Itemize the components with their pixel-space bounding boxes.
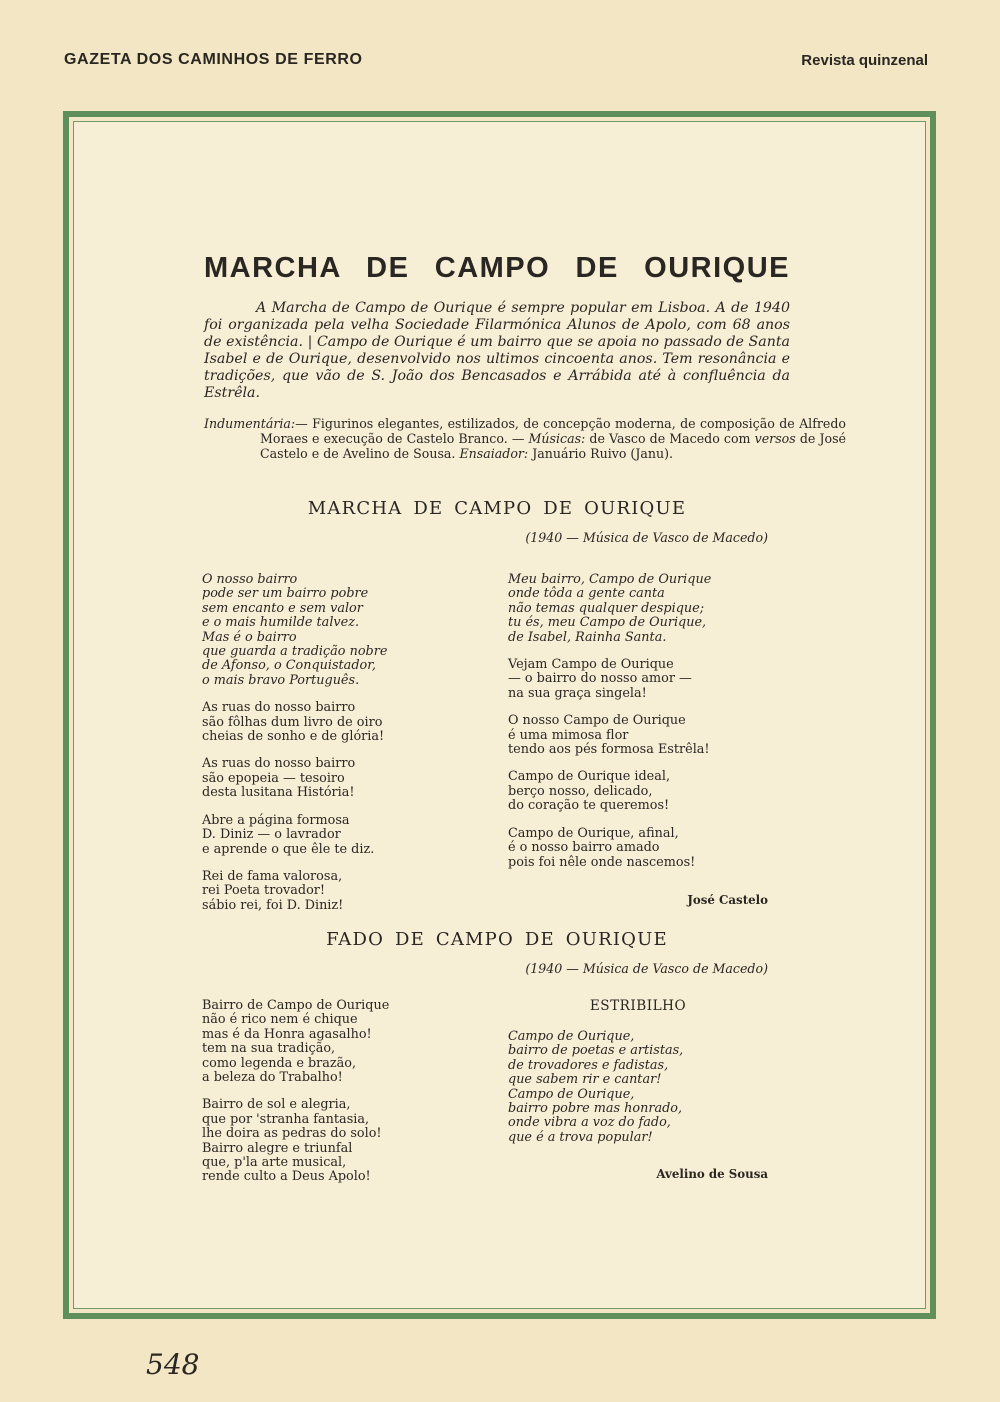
verse-line: o mais bravo Português.	[202, 672, 360, 688]
verse-line: rende culto a Deus Apolo!	[202, 1169, 371, 1185]
verse-line: berço nosso, delicado,	[508, 783, 653, 799]
fado-subtitle: (1940 — Música de Vasco de Macedo)	[525, 961, 768, 976]
running-head	[64, 48, 928, 72]
stanza	[508, 770, 770, 813]
verse-line: Mas é o bairro	[202, 629, 297, 645]
stanza	[202, 870, 492, 913]
verse-line: O nosso Campo de Ourique	[508, 713, 686, 729]
versos-text: de José Castelo e de Avelino de Sousa.	[260, 431, 846, 461]
verse-line: pois foi nêle onde nascemos!	[508, 854, 696, 870]
marcha-right-column	[508, 573, 770, 883]
verse-line: tu és, meu Campo de Ourique,	[508, 615, 707, 631]
verse-line: O nosso bairro	[202, 572, 298, 587]
fado-title: FADO DE CAMPO DE OURIQUE	[326, 929, 668, 950]
fado-left-column	[202, 999, 492, 1198]
verse-line: de Isabel, Rainha Santa.	[508, 629, 667, 645]
stanza	[508, 714, 770, 757]
ensaiador-text: Januário Ruivo (Janu).	[532, 446, 674, 461]
verse-line: que, p'la arte musical,	[202, 1155, 347, 1171]
verse-line: bairro de poetas e artistas,	[508, 1043, 684, 1059]
verse-line: são epopeia — tesoiro	[202, 770, 345, 786]
verse-line: pode ser um bairro pobre	[202, 586, 369, 602]
stanza	[508, 573, 770, 645]
verse-line: Campo de Ourique,	[508, 1086, 635, 1102]
verse-line: Campo de Ourique, afinal,	[508, 825, 679, 841]
verse-line: Meu bairro, Campo de Ourique	[508, 572, 712, 587]
indumentaria-text: — Figurinos elegantes, estilizados, de concepção moderna, de composição de Alfredo Moraes e execução de Castelo Branco. —	[260, 416, 846, 446]
stanza	[202, 701, 492, 744]
verse-line: que guarda a tradição nobre	[202, 644, 388, 660]
verse-line: onde tôda a gente canta	[508, 586, 665, 602]
stanza	[202, 814, 492, 857]
indumentaria-label: Indumentária:	[204, 416, 296, 431]
page-number: 548	[146, 1348, 200, 1381]
verse-line: não temas qualquer despique;	[508, 600, 705, 616]
musicas-label: Músicas:	[528, 431, 586, 446]
verse-line: é o nosso bairro amado	[508, 840, 660, 856]
fado-right-column	[508, 1030, 770, 1158]
verse-line: desta lusitana História!	[202, 785, 355, 801]
verse-line: bairro pobre mas honrado,	[508, 1101, 683, 1117]
verse-line: é uma mimosa flor	[508, 727, 629, 743]
musicas-text: de Vasco de Macedo com	[589, 431, 751, 446]
verse-line: que sabem rir e cantar!	[508, 1072, 662, 1088]
verse-line: Campo de Ourique ideal,	[508, 769, 671, 785]
verse-line: e o mais humilde talvez.	[202, 615, 360, 631]
verse-line: D. Diniz — o lavrador	[202, 827, 341, 843]
verse-line: sábio rei, foi D. Diniz!	[202, 897, 344, 913]
stanza	[202, 573, 492, 688]
article-title: MARCHA DE CAMPO DE OURIQUE	[204, 252, 790, 284]
verse-line: que por 'stranha fantasia,	[202, 1111, 370, 1127]
verse-line: como legenda e brazão,	[202, 1055, 357, 1071]
article-intro: A Marcha de Campo de Ourique é sempre popular em Lisboa. A de 1940 foi organizada pela velha Sociedade Filarmónica Alunos de Apolo, com 68 anos de existência. | Campo de Ourique é um bairro que se apoia no passado de Santa Isabel e de Ourique, desenvolvido nos ultimos cincoenta anos. Tem resonância e tradições, que vão de S. João dos Bencasados e Arrábida até à confluência da Estrêla.	[204, 300, 790, 401]
stanza	[508, 658, 770, 701]
marcha-subtitle: (1940 — Música de Vasco de Macedo)	[525, 530, 768, 545]
verse-line: onde vibra a voz do fado,	[508, 1115, 671, 1131]
verse-line: As ruas do nosso bairro	[202, 700, 356, 716]
verse-line: tendo aos pés formosa Estrêla!	[508, 742, 710, 758]
article-credits	[204, 416, 846, 461]
journal-title: GAZETA DOS CAMINHOS DE FERRO	[64, 51, 363, 68]
verse-line: lhe doira as pedras do solo!	[202, 1126, 382, 1142]
verse-line: Vejam Campo de Ourique	[508, 657, 674, 673]
verse-line: são fôlhas dum livro de oiro	[202, 714, 383, 730]
verse-line: Rei de fama valorosa,	[202, 868, 343, 884]
verse-line: e aprende o que êle te diz.	[202, 841, 375, 857]
verse-line: Bairro de Campo de Ourique	[202, 998, 390, 1013]
verse-line: cheias de sonho e de glória!	[202, 729, 385, 745]
verse-line: sem encanto e sem valor	[202, 600, 363, 616]
verse-line: Abre a página formosa	[202, 812, 350, 828]
stanza	[508, 827, 770, 870]
verse-line: — o bairro do nosso amor —	[508, 671, 692, 687]
verse-line: não é rico nem é chique	[202, 1012, 358, 1028]
verse-line: a beleza do Trabalho!	[202, 1070, 343, 1086]
stanza	[202, 1098, 492, 1184]
versos-label: versos	[754, 431, 796, 446]
verse-line: As ruas do nosso bairro	[202, 756, 356, 772]
verse-line: Bairro de sol e alegria,	[202, 1097, 351, 1113]
verse-line: de Afonso, o Conquistador,	[202, 658, 376, 674]
verse-line: Campo de Ourique,	[508, 1029, 635, 1044]
stanza	[202, 999, 492, 1085]
verse-line: mas é da Honra agasalho!	[202, 1026, 372, 1042]
verse-line: do coração te queremos!	[508, 798, 670, 814]
fado-refrain-label: ESTRIBILHO	[589, 998, 687, 1014]
stanza	[202, 757, 492, 800]
verse-line: de trovadores e fadistas,	[508, 1057, 669, 1073]
journal-subtitle: Revista quinzenal	[801, 51, 928, 69]
green-border-frame	[63, 111, 936, 1319]
verse-line: na sua graça singela!	[508, 685, 647, 701]
verse-line: Bairro alegre e triunfal	[202, 1140, 353, 1156]
stanza	[508, 1030, 770, 1145]
verse-line: rei Poeta trovador!	[202, 883, 326, 899]
marcha-left-column	[202, 573, 492, 926]
marcha-title: MARCHA DE CAMPO DE OURIQUE	[307, 498, 687, 519]
verse-line: tem na sua tradição,	[202, 1041, 336, 1057]
ensaiador-label: Ensaiador:	[459, 446, 529, 461]
fado-author: Avelino de Sousa	[656, 1167, 768, 1181]
marcha-author: José Castelo	[687, 893, 768, 907]
verse-line: que é a trova popular!	[508, 1129, 653, 1145]
